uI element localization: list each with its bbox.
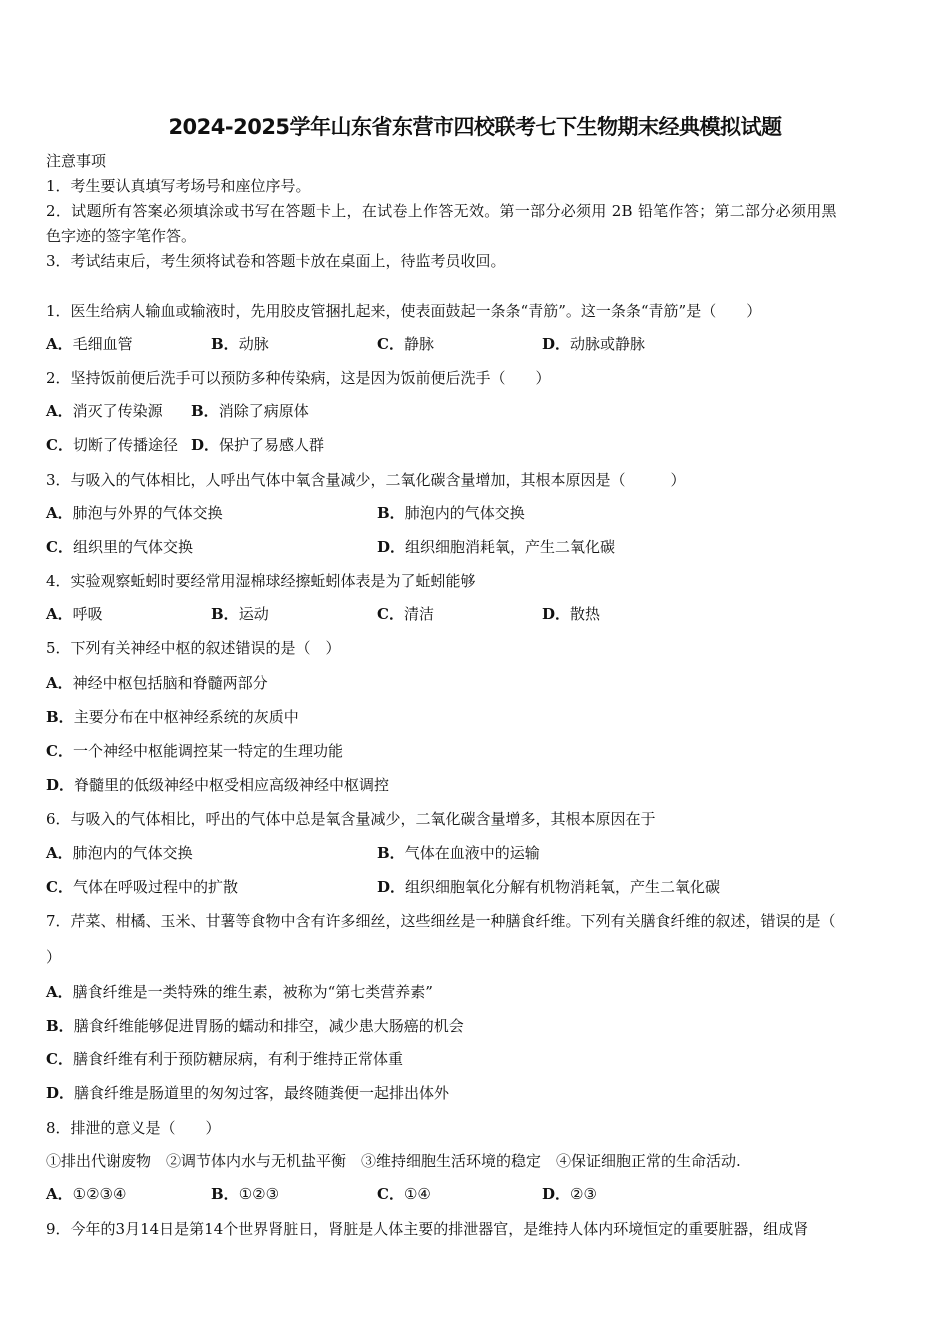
answer-option [46,673,268,693]
option-text: 毛细血管 [72,335,133,353]
question-stem: 8．排泄的意义是（ ） [46,1119,221,1137]
question-stem: ①排出代谢废物 ②调节体内水与无机盐平衡 ③维持细胞生活环境的稳定 ④保证细胞正常的生命活动. [46,1152,741,1170]
option-text: 主要分布在中枢神经系统的灰质中 [73,708,299,726]
option-text: 脊髓里的低级神经中枢受相应高级神经中枢调控 [74,776,390,794]
option-text: 保护了易感人群 [219,436,325,454]
page-title: 2024-2025学年山东省东营市四校联考七下生物期末经典模拟试题 [168,115,782,139]
question-stem: 5．下列有关神经中枢的叙述错误的是（ ） [46,639,341,657]
option-text: 一个神经中枢能调控某一特定的生理功能 [72,742,343,760]
option-letter: D． [542,335,571,353]
option-text: 切断了传播途径 [72,436,193,454]
answer-option [191,401,309,421]
answer-option [46,604,103,624]
answer-option [46,334,133,354]
answer-option [377,1184,431,1204]
option-text: 散热 [570,605,601,623]
option-text: 动脉 [238,335,269,353]
option-text: 消除了病原体 [218,402,309,420]
option-letter: B． [211,335,239,353]
option-letter: C． [46,436,73,454]
option-text: 肺泡内的气体交换 [72,844,193,862]
option-letter: A． [46,983,73,1001]
option-letter: D． [377,538,406,556]
option-text: ①④ [403,1185,431,1203]
answer-option [211,334,269,354]
answer-option [542,1184,597,1204]
question-stem: 2．坚持饭前便后洗手可以预防多种传染病，这是因为饭前便后洗手（ ） [46,369,551,387]
option-text: 清洁 [403,605,434,623]
option-letter: C． [46,538,73,556]
option-letter: A． [46,504,73,522]
answer-option [46,741,343,761]
notice-heading: 注意事项 [46,152,107,170]
option-text: 气体在血液中的运输 [404,844,540,862]
answer-option [377,503,525,523]
question-stem: 6．与吸入的气体相比，呼出的气体中总是氧含量减少，二氧化碳含量增多，其根本原因在于 [46,810,656,828]
question-stem: 3．与吸入的气体相比，人呼出气体中氧含量减少，二氧化碳含量增加，其根本原因是（ ） [46,471,686,489]
option-text: 膳食纤维有利于预防糖尿病，有利于维持正常体重 [72,1050,403,1068]
notice-item: 1．考生要认真填写考场号和座位序号。 [46,177,311,195]
option-letter: A． [46,844,73,862]
answer-option [191,435,324,455]
question-stem: ） [46,948,62,966]
option-text: 静脉 [403,335,434,353]
option-letter: C． [377,605,404,623]
option-text: ①②③ [238,1185,280,1203]
answer-option [46,503,223,523]
option-letter: D． [377,878,406,896]
option-letter: D． [542,1185,571,1203]
option-text: 膳食纤维是一类特殊的维生素，被称为“第七类营养素” [72,983,433,1001]
answer-option [46,1049,403,1069]
answer-option [46,775,389,795]
option-letter: B． [211,1185,239,1203]
answer-option [377,843,540,863]
answer-option [46,982,433,1002]
option-text: 组织里的气体交换 [72,538,193,556]
option-text: 组织细胞氧化分解有机物消耗氧，产生二氧化碳 [405,878,721,896]
notice-item: 色字迹的签字笔作答。 [46,227,197,245]
answer-option [377,334,434,354]
option-text: 呼吸 [72,605,103,623]
option-letter: D． [46,776,75,794]
option-letter: B． [46,708,74,726]
notice-item: 2．试题所有答案必须填涂或书写在答题卡上，在试卷上作答无效。第一部分必须用 2B 铅笔作答；第二部分必须用黑 [46,202,837,220]
option-letter: A． [46,335,73,353]
option-letter: A． [46,1185,73,1203]
option-text: ①②③④ [72,1185,127,1203]
answer-option [46,1016,464,1036]
option-letter: A． [46,605,73,623]
option-text: 膳食纤维是肠道里的匆匆过客，最终随粪便一起排出体外 [74,1084,450,1102]
option-letter: D． [46,1084,75,1102]
answer-option [46,1184,126,1204]
answer-option [46,435,193,455]
answer-option [46,707,299,727]
answer-option [211,604,269,624]
option-letter: A． [46,402,73,420]
answer-option [46,1083,449,1103]
option-text: 神经中枢包括脑和脊髓两部分 [72,674,268,692]
answer-option [46,843,193,863]
option-letter: C． [46,878,73,896]
option-text: ②③ [570,1185,597,1203]
answer-option [377,537,615,557]
option-letter: B． [377,844,405,862]
question-stem: 1．医生给病人输血或输液时，先用胶皮管捆扎起来，使表面鼓起一条条“青筋”。这一条条“青筋”是（ ） [46,302,762,320]
option-letter: C． [377,1185,404,1203]
option-letter: A． [46,674,73,692]
answer-option [542,604,600,624]
option-letter: B． [191,402,219,420]
option-letter: B． [211,605,239,623]
answer-option [46,537,193,557]
option-text: 肺泡与外界的气体交换 [72,504,223,522]
option-letter: C． [46,1050,73,1068]
answer-option [211,1184,279,1204]
answer-option [46,401,178,421]
option-text: 膳食纤维能够促进胃肠的蠕动和排空，减少患大肠癌的机会 [73,1017,464,1035]
question-stem: 7．芹菜、柑橘、玉米、甘薯等食物中含有许多细丝，这些细丝是一种膳食纤维。下列有关膳食纤维的叙述，错误的是（ [46,912,836,930]
option-text: 肺泡内的气体交换 [404,504,525,522]
option-text: 动脉或静脉 [570,335,646,353]
answer-option [46,877,238,897]
option-letter: B． [46,1017,74,1035]
answer-option [377,877,720,897]
question-stem: 9．今年的3月14日是第14个世界肾脏日，肾脏是人体主要的排泄器官，是维持人体内环境恒定的重要脏器，组成肾 [46,1220,809,1238]
option-letter: C． [46,742,73,760]
option-letter: B． [377,504,405,522]
option-letter: D． [542,605,571,623]
notice-item: 3．考试结束后，考生须将试卷和答题卡放在桌面上，待监考员收回。 [46,252,506,270]
option-letter: C． [377,335,404,353]
option-letter: D． [191,436,220,454]
option-text: 组织细胞消耗氧，产生二氧化碳 [405,538,616,556]
question-stem: 4．实验观察蚯蚓时要经常用湿棉球经擦蚯蚓体表是为了蚯蚓能够 [46,572,476,590]
answer-option [542,334,645,354]
option-text: 气体在呼吸过程中的扩散 [72,878,238,896]
option-text: 消灭了传染源 [72,402,178,420]
answer-option [377,604,434,624]
option-text: 运动 [238,605,269,623]
